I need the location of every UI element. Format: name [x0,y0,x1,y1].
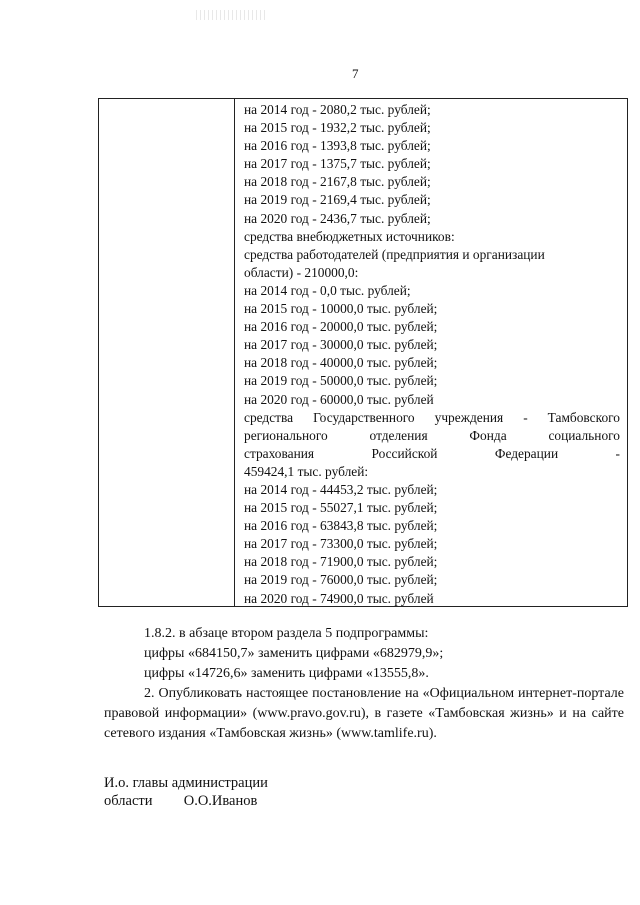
funding-line: на 2018 год - 2167,8 тыс. рублей; [244,174,431,190]
funding-line: на 2017 год - 30000,0 тыс. рублей; [244,337,438,353]
funding-line: средства Государственного учреждения - Тамбовского [244,409,620,425]
funding-line: на 2015 год - 55027,1 тыс. рублей; [244,500,438,516]
amendment-paragraph-2: цифры «684150,7» заменить цифрами «682979,9»; [144,646,444,661]
funding-line: средства работодателей (предприятия и организации [244,246,545,262]
funding-line: на 2018 год - 71900,0 тыс. рублей; [244,554,438,570]
funding-details-column [244,101,620,608]
funding-line: на 2019 год - 2169,4 тыс. рублей; [244,192,431,208]
signature-region: области [104,793,153,809]
signature-block [104,774,268,810]
signature-line [104,792,268,810]
funding-table [98,98,628,607]
funding-line: на 2015 год - 1932,2 тыс. рублей; [244,120,431,136]
funding-line: на 2019 год - 50000,0 тыс. рублей; [244,373,438,389]
funding-line: на 2014 год - 0,0 тыс. рублей; [244,282,411,298]
funding-line: средства внебюджетных источников: [244,228,455,244]
funding-line: на 2015 год - 10000,0 тыс. рублей; [244,301,438,317]
funding-line: на 2014 год - 44453,2 тыс. рублей; [244,481,438,497]
funding-line: на 2018 год - 40000,0 тыс. рублей; [244,355,438,371]
funding-line: на 2019 год - 76000,0 тыс. рублей; [244,572,438,588]
funding-line: области) - 210000,0: [244,264,359,280]
funding-line: на 2016 год - 1393,8 тыс. рублей; [244,138,431,154]
funding-line: на 2020 год - 74900,0 тыс. рублей [244,590,434,606]
scan-artifact [196,10,266,20]
funding-line: на 2014 год - 2080,2 тыс. рублей; [244,102,431,117]
funding-line: на 2016 год - 63843,8 тыс. рублей; [244,518,438,534]
funding-line: на 2017 год - 1375,7 тыс. рублей; [244,156,431,172]
signature-title: И.о. главы администрации [104,775,268,791]
funding-line: на 2017 год - 73300,0 тыс. рублей; [244,536,438,552]
amendment-paragraph-3: цифры «14726,6» заменить цифрами «13555,8». [144,666,429,681]
funding-line: страхования Российской Федерации - [244,445,620,461]
amendment-paragraph-1: 1.8.2. в абзаце втором раздела 5 подпрограммы: [144,626,429,641]
funding-line: на 2020 год - 60000,0 тыс. рублей [244,391,434,407]
funding-line: регионального отделения Фонда социального [244,427,620,443]
funding-line: 459424,1 тыс. рублей: [244,463,369,479]
page-number: 7 [352,66,359,81]
amendment-text [104,624,624,744]
funding-line: на 2020 год - 2436,7 тыс. рублей; [244,210,431,226]
funding-line: на 2016 год - 20000,0 тыс. рублей; [244,319,438,335]
publication-paragraph: 2. Опубликовать настоящее постановление на «Официальном интернет-портале правовой информации» (www.pravo.gov.ru), в газете «Тамбовская жизнь» и на сайте сетевого издания «Тамбовская жизнь» (www.tamlife.ru). [104,686,624,741]
signature-name: О.О.Иванов [183,793,258,809]
table-column-divider [234,99,235,606]
